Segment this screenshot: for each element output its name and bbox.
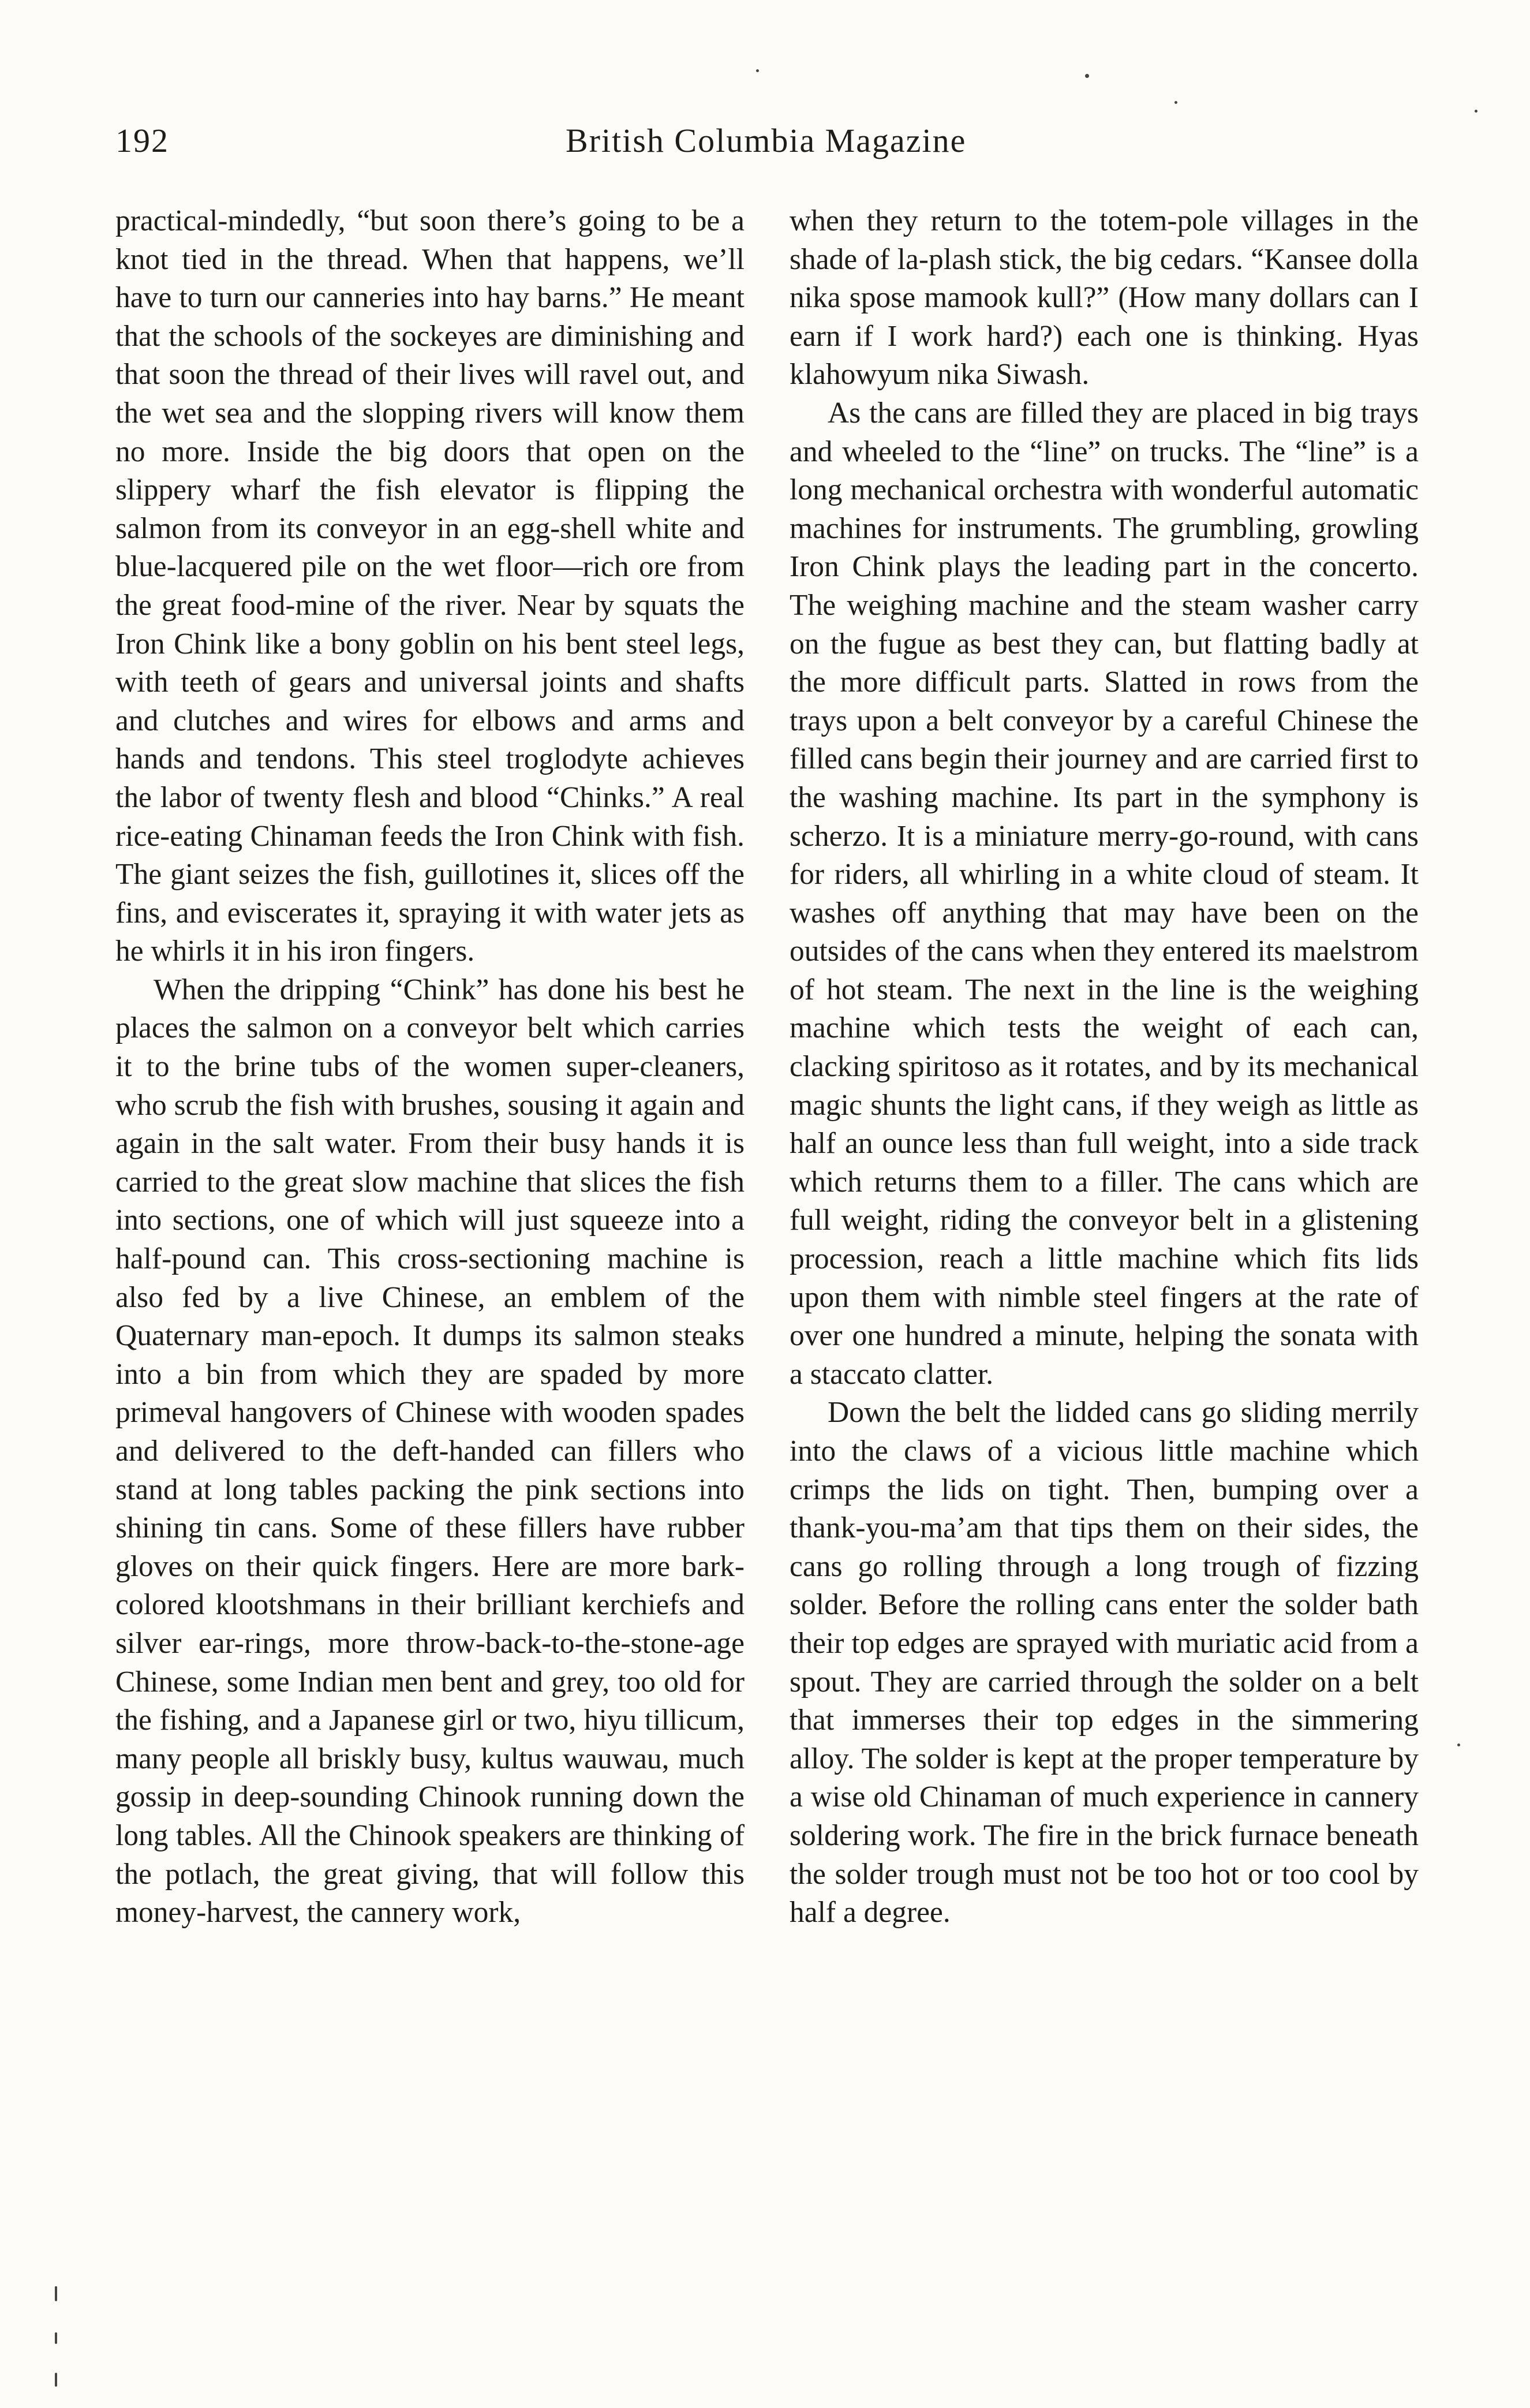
scan-speck (1174, 101, 1177, 104)
page-header (0, 115, 1530, 167)
scan-speck (756, 69, 759, 72)
paragraph-continued: when they return to the totem-pole villages in the shade of la-plash stick, the big cedars. “Kansee dolla nika spose mamook kull?” (How many dollars can I earn if I work hard?) each one is thinking. Hyas klahowyum nika Siwash. (790, 204, 1419, 391)
paragraph: As the cans are filled they are placed in big trays and wheeled to the “line” on trucks. The “line” is a long mechanical orchestra with wonderful automatic machines for instruments. The grumbling, growling Iron Chink plays the leading part in the concerto. The weighing machine and the steam washer carry on the fugue as best they can, but flatting badly at the more difficult parts. Slatted in rows from the trays upon a belt conveyor by a careful Chinese the filled cans begin their journey and are carried first to the washing machine. Its part in the symphony is scherzo. It is a miniature merry-go-round, with cans for riders, all whirling in a white cloud of steam. It washes off anything that may have been on the outsides of the cans when they entered its maelstrom of hot steam. The next in the line is the weighing machine which tests the weight of each can, clacking spiritoso as it rotates, and by its mechanical magic shunts the light cans, if they weigh as little as half an ounce less than full weight, into a side track which returns them to a filler. The cans which are full weight, riding the conveyor belt in a glistening procession, reach a little machine which fits lids upon them with nimble steel fingers at the rate of over one hundred a minute, helping the sonata with a staccato clatter. (790, 396, 1419, 1391)
paragraph: When the dripping “Chink” has done his best he places the salmon on a conveyor belt which carries it to the brine tubs of the women super-cleaners, who scrub the fish with brushes, sousing it again and again in the salt water. From their busy hands it is carried to the great slow machine that slices the fish into sections, one of which will just squeeze into a half-pound can. This cross-sectioning machine is also fed by a live Chinese, an emblem of the Quaternary man-epoch. It dumps its salmon steaks into a bin from which they are spaded by more primeval hangovers of Chinese with wooden spades and delivered to the deft-handed can fillers who stand at long tables packing the pink sections into shining tin cans. Some of these fillers have rubber gloves on their quick fingers. Here are more bark-colored klootshmans in their brilliant kerchiefs and silver ear-rings, more throw-back-to-the-stone-age Chinese, some Indian men bent and grey, too old for the fishing, and a Japanese girl or two, hiyu tillicum, many people all briskly busy, kultus wauwau, much gossip in deep-sounding Chinook running down the long tables. All the Chinook speakers are thinking of the potlach, the great giving, that will follow this money-harvest, the cannery work, (115, 973, 745, 1929)
scan-speck (1457, 1744, 1460, 1746)
scan-speck (55, 2332, 57, 2344)
scan-speck (55, 2373, 57, 2387)
running-title: British Columbia Magazine (566, 122, 967, 159)
page-number: 192 (115, 122, 169, 159)
scan-speck (1085, 74, 1089, 78)
scan-speck (55, 2286, 57, 2301)
left-column (115, 202, 745, 1932)
right-column (790, 202, 1419, 1932)
scan-speck (1475, 110, 1477, 113)
paragraph-continued: practical-mindedly, “but soon there’s going to be a knot tied in the thread. When that happens, we’ll have to turn our canneries into hay barns.” He meant that the schools of the sockeyes are diminishing and that soon the thread of their lives will ravel out, and the wet sea and the slopping rivers will know them no more. Inside the big doors that open on the slippery wharf the fish elevator is flipping the salmon from its conveyor in an egg-shell white and blue-lacquered pile on the wet floor—rich ore from the great food-mine of the river. Near by squats the Iron Chink like a bony goblin on his bent steel legs, with teeth of gears and universal joints and shafts and clutches and wires for elbows and arms and hands and tendons. This steel troglodyte achieves the labor of twenty flesh and blood “Chinks.” A real rice-eating Chinaman feeds the Iron Chink with fish. The giant seizes the fish, guillotines it, slices off the fins, and eviscerates it, spraying it with water jets as he whirls it in his iron fingers. (115, 204, 745, 968)
paragraph: Down the belt the lidded cans go sliding merrily into the claws of a vicious little machine which crimps the lids on tight. Then, bumping over a thank-you-ma’am that tips them on their sides, the cans go rolling through a long trough of fizzing solder. Before the rolling cans enter the solder bath their top edges are sprayed with muriatic acid from a spout. They are carried through the solder on a belt that immerses their top edges in the simmering alloy. The solder is kept at the proper temperature by a wise old Chinaman of much experience in cannery soldering work. The fire in the brick furnace beneath the solder trough must not be too hot or too cool by half a degree. (790, 1396, 1419, 1929)
